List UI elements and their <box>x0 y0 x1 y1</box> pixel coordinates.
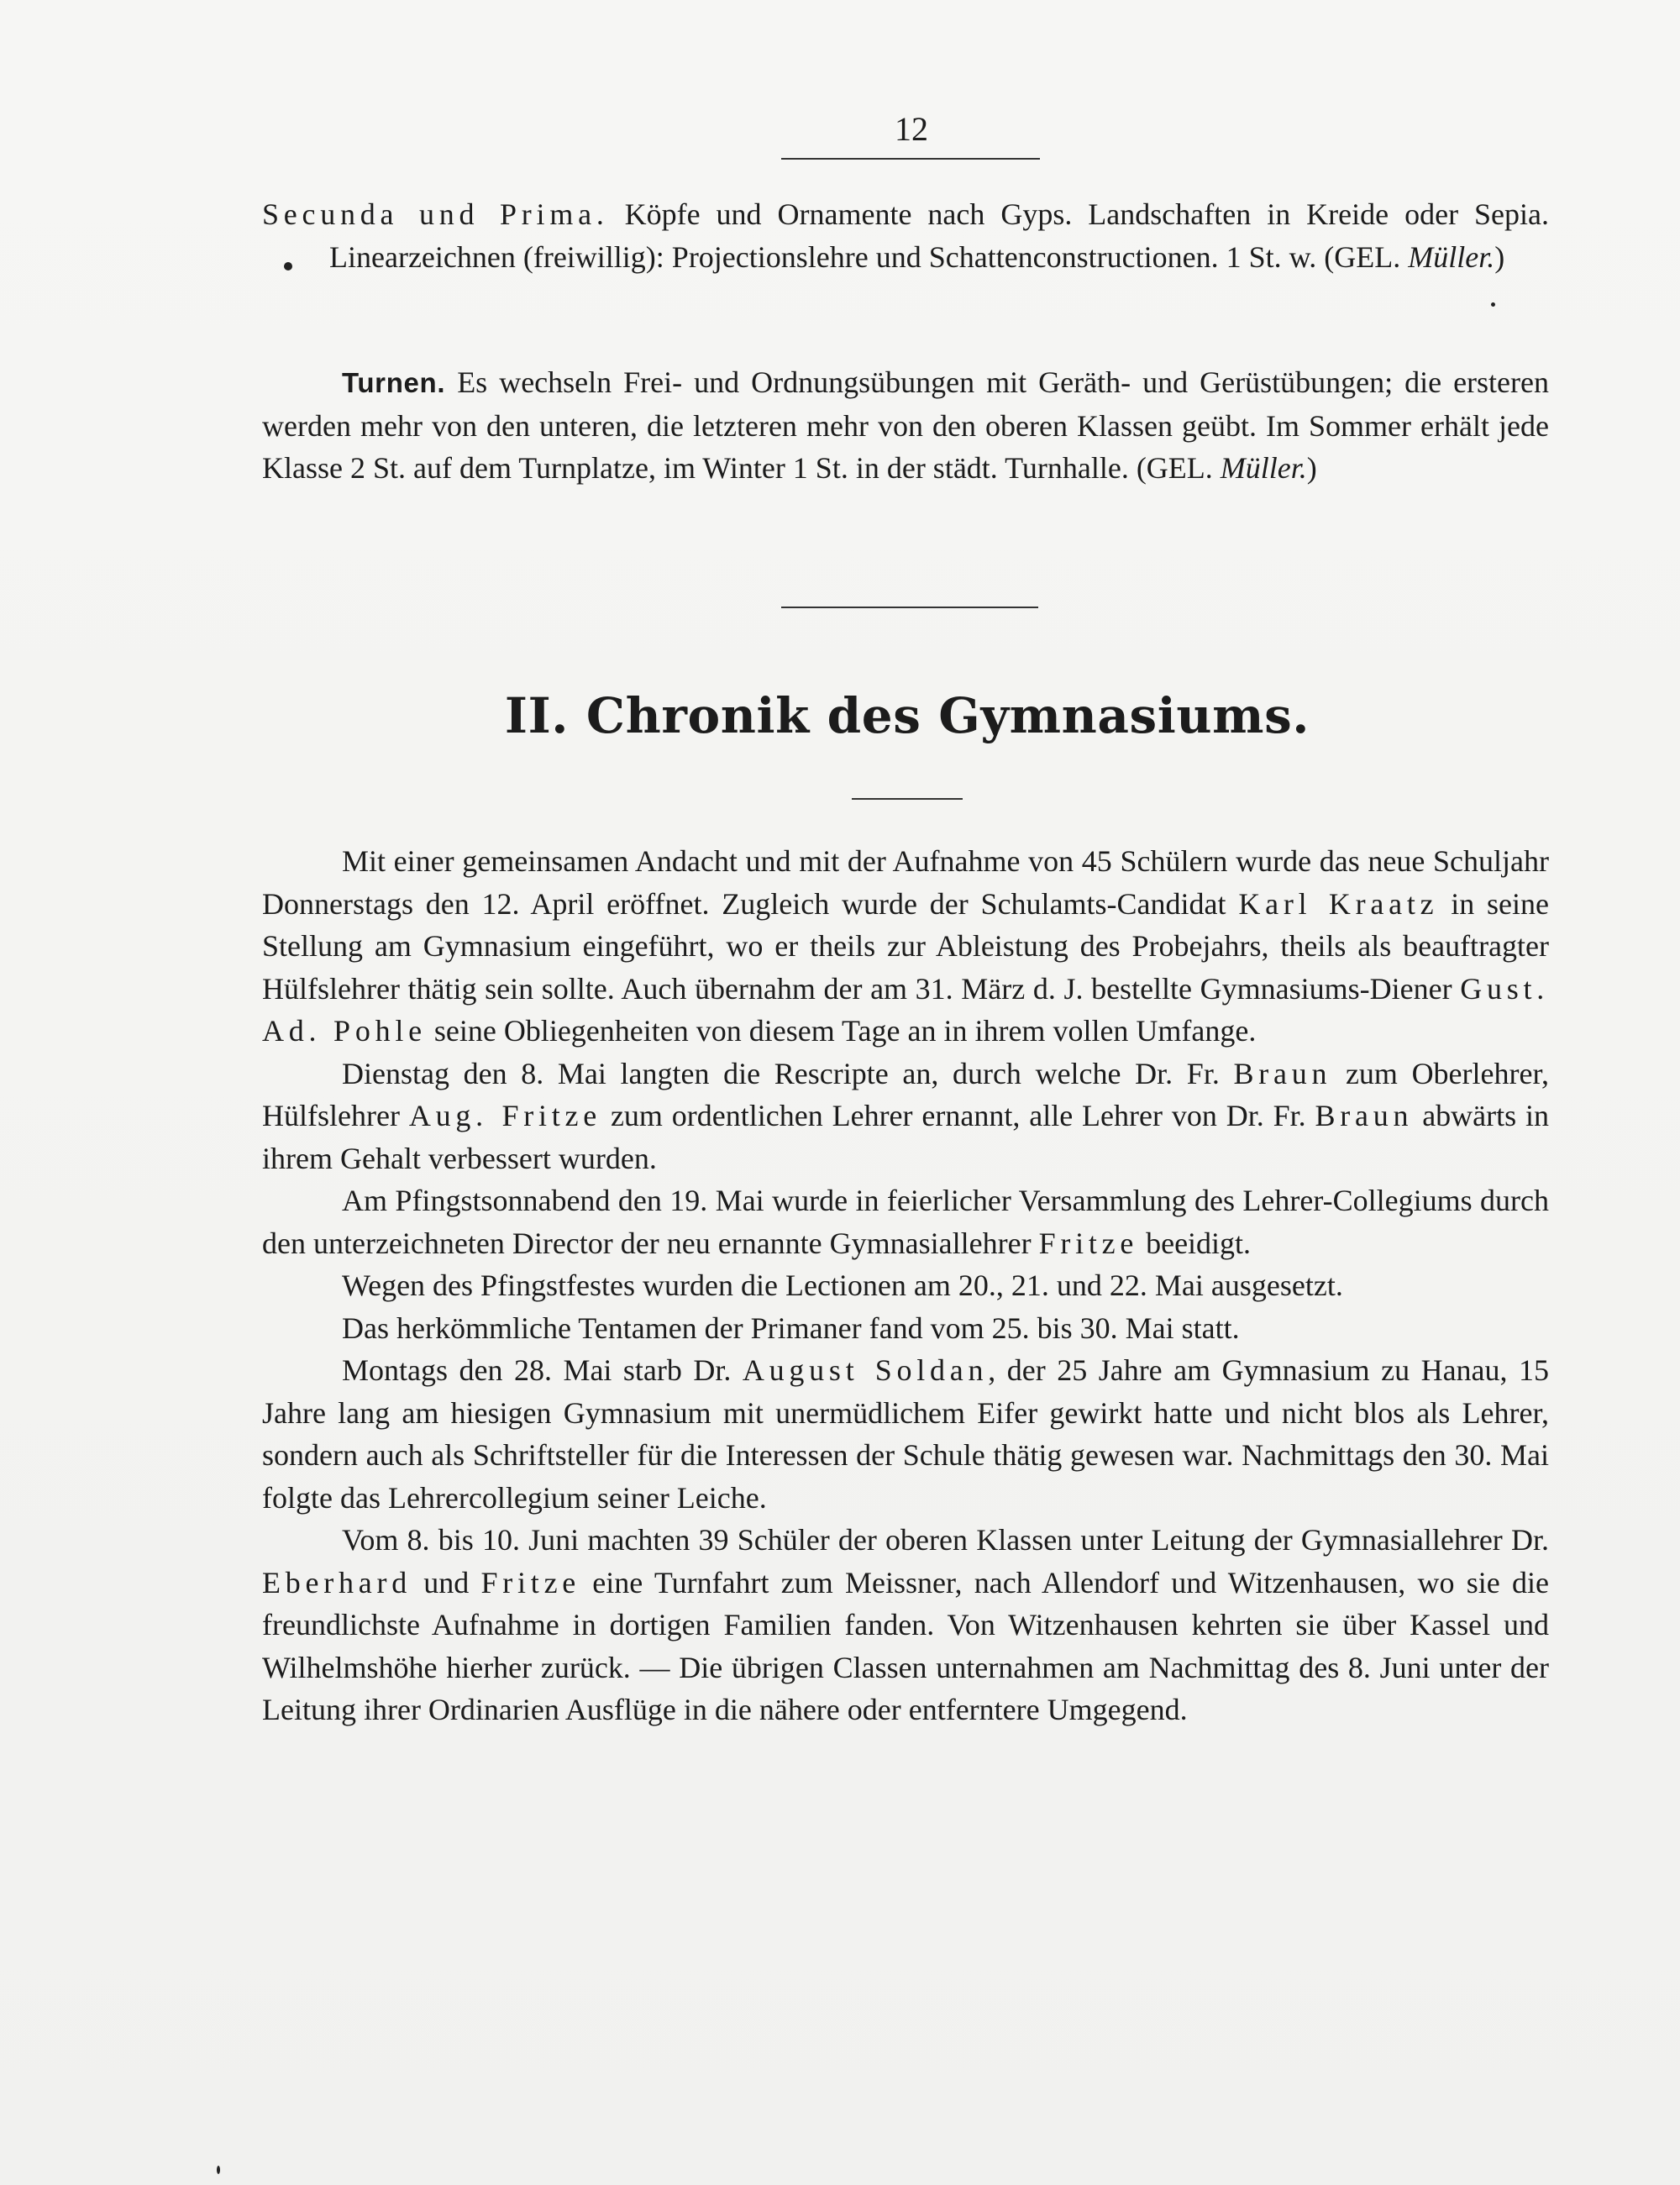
text-run: Dienstag den 8. Mai langten die Rescripte an, durch welche Dr. Fr. <box>342 1056 1220 1090</box>
turnen-heading: Turnen. <box>342 367 446 398</box>
person-name: Eberhard <box>262 1565 412 1599</box>
text-run: abwärts in ihrem Gehalt verbessert wurden. <box>262 1099 1550 1175</box>
text-run: beeidigt. <box>1146 1226 1252 1260</box>
person-name: Fritze <box>480 1565 581 1599</box>
text-run: Vom 8. bis 10. Juni machten 39 Schüler der oberen Klassen unter Leitung der Gymnasiallehrer Dr. <box>342 1523 1549 1557</box>
person-name: Fritze <box>1038 1226 1139 1260</box>
print-speck <box>217 2166 220 2174</box>
chronik-paragraph-7 <box>262 1519 1549 1731</box>
person-name: Braun <box>1233 1056 1332 1090</box>
person-name: Braun <box>1315 1099 1414 1132</box>
turnen-paragraph <box>262 361 1549 490</box>
person-name: Gust. Ad. Pohle <box>262 971 1550 1048</box>
header-rule <box>781 158 1040 160</box>
closing-paren: ) <box>1494 239 1505 274</box>
text-run: Am Pfingstsonnabend den 19. Mai wurde in feierlicher Versammlung des Lehrer-Collegiums durch den unterzeichneten Director der neu ernannte Gymnasiallehrer <box>262 1184 1549 1260</box>
print-speck <box>284 262 292 270</box>
chronik-paragraph-1 <box>262 840 1549 1053</box>
chronik-paragraph-6 <box>262 1349 1549 1519</box>
person-name: Aug. Fritze <box>408 1099 602 1132</box>
text-run: in seine Stellung am Gymnasium eingeführt, wo er theils zur Ableistung des Probejahrs, theils als beauftragter Hülfslehrer thätig sein sollte. Auch übernahm der am 31. März d. J. bestellte Gymnasiums-Diener <box>262 886 1549 1006</box>
print-speck <box>1491 302 1495 307</box>
chronik-paragraph-4: Wegen des Pfingstfestes wurden die Lectionen am 20., 21. und 22. Mai ausgesetzt. <box>342 1268 1343 1302</box>
turnen-section <box>262 361 1549 490</box>
closing-paren: ) <box>1306 451 1317 485</box>
title-underline <box>852 798 963 800</box>
drawing-section <box>262 193 1549 278</box>
chronik-paragraph-3 <box>262 1179 1549 1264</box>
text-run: Mit einer gemeinsamen Andacht und mit der Aufnahme von 45 Schülern wurde das neue Schuljahr Donnerstags den 12. April eröffnet. Zugleich wurde der Schulamts-Candidat <box>262 844 1549 921</box>
teacher-name: Müller. <box>1408 239 1495 274</box>
person-name: August Soldan <box>742 1353 989 1387</box>
section-title: II. Chronik des Gymnasiums. <box>504 687 1310 744</box>
section-divider <box>781 607 1038 608</box>
text-run: Montags den 28. Mai starb Dr. <box>342 1353 732 1387</box>
page-number: 12 <box>895 110 928 148</box>
turnen-text: Es wechseln Frei- und Ordnungsübungen mit Geräth- und Gerüstübungen; die ersteren werden mehr von den unteren, die letzteren mehr von den oberen Klassen geübt. Im Sommer erhält jede Klasse 2 St. auf dem Turnplatze, im Winter 1 St. in der städt. Turnhalle. (GEL. <box>262 365 1550 485</box>
chronik-body <box>262 840 1549 1731</box>
text-run: , der 25 Jahre am Gymnasium zu Hanau, 15 Jahre lang am hiesigen Gymnasium mit unermüdlichem Eifer gewirkt hatte und nicht blos als Lehrer, sondern auch als Schriftsteller für die Interessen der Schule thätig gewesen war. Nachmittags den 30. Mai folgte das Lehrercollegium seiner Leiche. <box>262 1353 1550 1515</box>
person-name: Karl Kraatz <box>1238 886 1439 921</box>
text-run: eine Turnfahrt zum Meissner, nach Allendorf und Witzenhausen, wo sie die freundlichste Aufnahme in dortigen Familien fanden. Von Witzenhausen kehrten sie über Kassel und Wilhelmshöhe hierher zurück. — Die übrigen Classen unternahmen am Nachmittag des 8. Juni unter der Leitung ihrer Ordinarien Ausflüge in die nähere oder entferntere Umgegend. <box>262 1565 1549 1726</box>
drawing-paragraph <box>262 193 1549 278</box>
text-run: und <box>423 1565 470 1599</box>
chronik-paragraph-5: Das herkömmliche Tentamen der Primaner fand vom 25. bis 30. Mai statt. <box>342 1310 1240 1345</box>
chronik-paragraph-2 <box>262 1053 1549 1180</box>
class-label: Secunda und Prima. <box>262 197 609 231</box>
drawing-text: Köpfe und Ornamente nach Gyps. Landschaften in Kreide oder Sepia. Linearzeichnen (freiwillig): Projectionslehre und Schattenconstructionen. 1 St. w. (GEL. <box>329 197 1550 274</box>
text-run: zum Oberlehrer, Hülfslehrer <box>262 1056 1550 1132</box>
teacher-name: Müller. <box>1220 451 1307 485</box>
text-run: zum ordentlichen Lehrer ernannt, alle Lehrer von Dr. Fr. <box>610 1099 1306 1132</box>
text-run: seine Obliegenheiten von diesem Tage an in ihrem vollen Umfange. <box>433 1014 1257 1048</box>
